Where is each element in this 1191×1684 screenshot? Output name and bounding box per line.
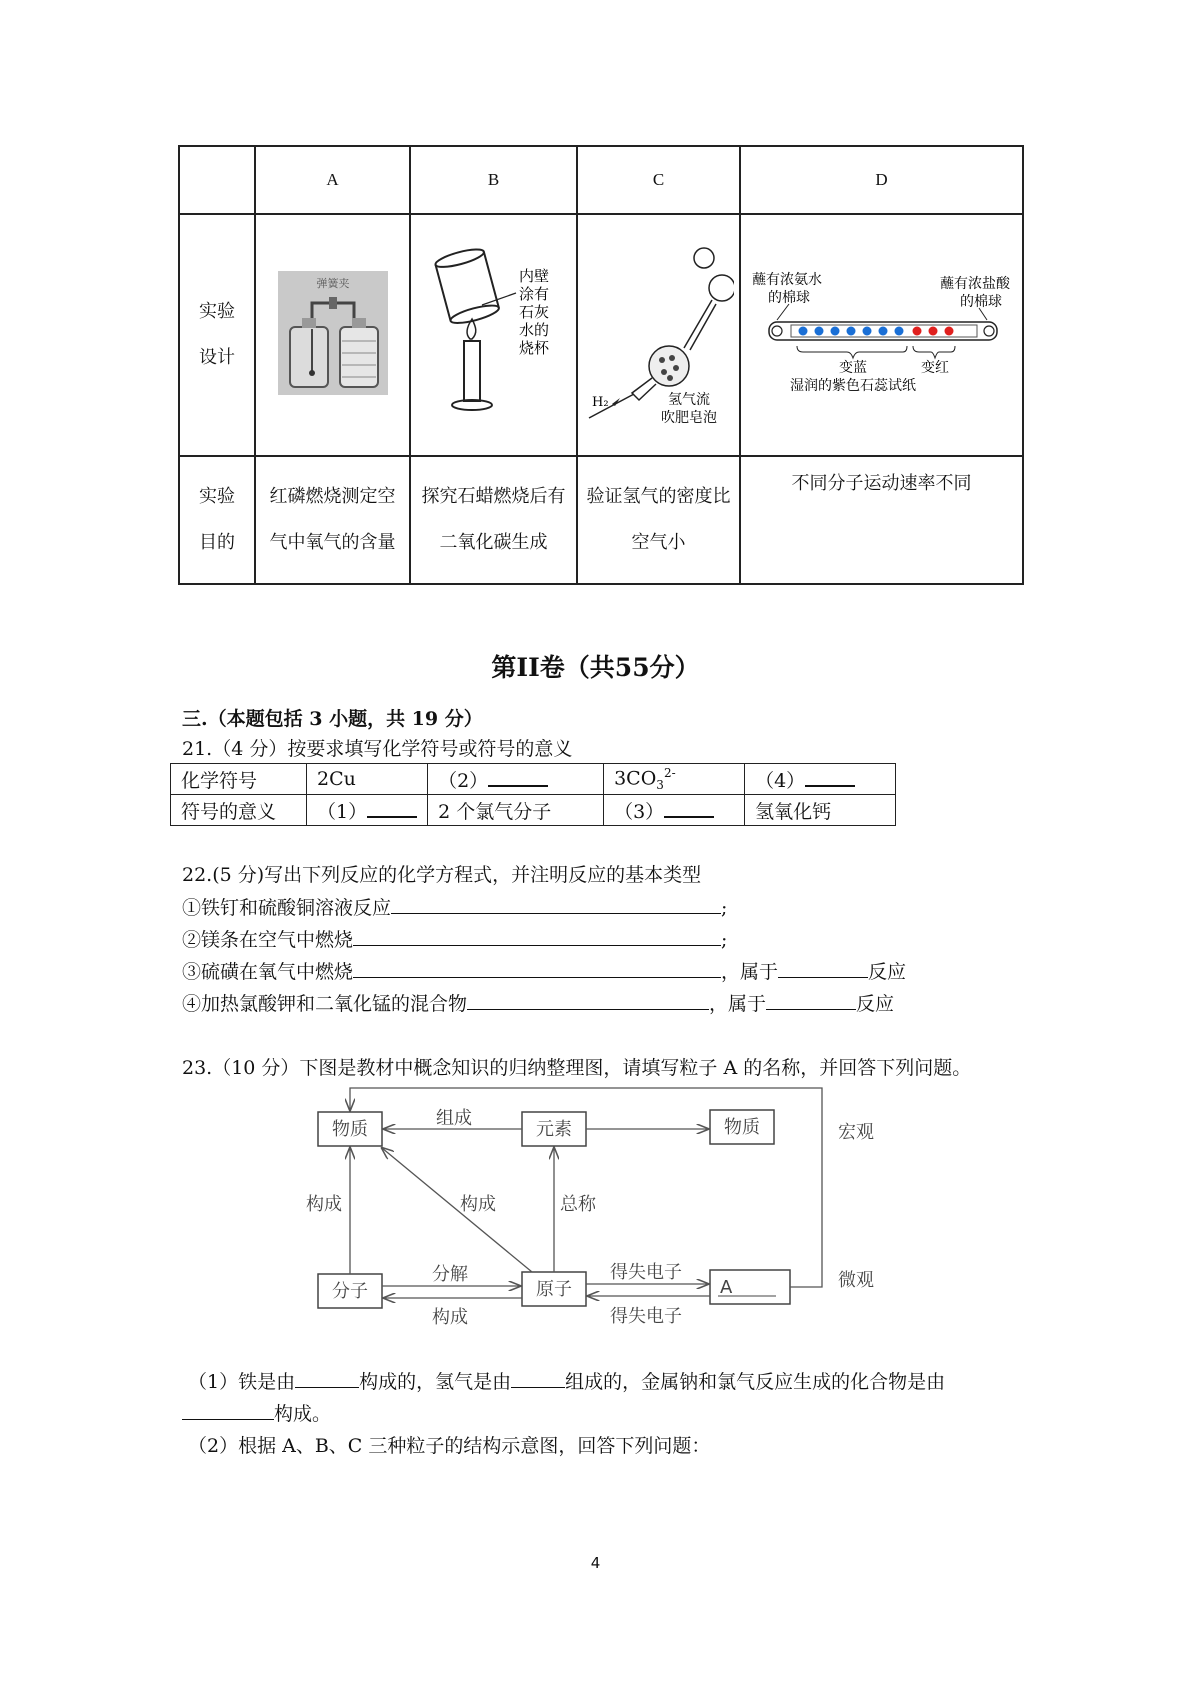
q23-sub1-line2 (182, 1399, 331, 1426)
hcl-label-2: 的棉球 (959, 294, 1002, 310)
q22-belongs-3: ，属于 (721, 961, 779, 983)
sym-r2c2 (307, 795, 428, 826)
row-label-design-line2: 设计 (199, 347, 235, 368)
q23-blank-iron[interactable] (295, 1369, 359, 1388)
goal-c (577, 456, 740, 584)
cell-b-image (410, 214, 577, 456)
q22-answer-line-2[interactable] (353, 927, 721, 946)
label-electron-top: 得失电子 (610, 1262, 682, 1283)
box-element: 元素 (536, 1119, 572, 1140)
q23-sub1-d: 构成。 (274, 1403, 332, 1425)
box-matter-1: 物质 (332, 1119, 368, 1140)
row-label-goal-line2: 目的 (199, 532, 235, 553)
label-micro: 微观 (838, 1270, 874, 1291)
cell-d-image (740, 214, 1023, 456)
q22-type-line-3[interactable] (778, 959, 868, 978)
beaker-label-3: 石灰 (518, 303, 549, 321)
box-particle-a: A (720, 1277, 733, 1298)
box-matter-2: 物质 (724, 1117, 760, 1138)
sym-r2c3: 2 个氯气分子 (428, 795, 604, 826)
turn-red-label: 变红 (920, 360, 949, 376)
goal-a (255, 456, 410, 584)
q22-type-line-4[interactable] (766, 991, 856, 1010)
section3-heading: 三.（本题包括 3 小题，共 19 分） (182, 708, 483, 730)
sym-r2c4-label: （3） (614, 800, 665, 823)
goal-d: 不同分子运动速率不同 (740, 456, 1023, 584)
q23-stem: 23.（10 分）下图是教材中概念知识的归纳整理图，请填写粒子 A 的名称，并回答下列问题。 (182, 1057, 972, 1079)
q22-answer-line-4[interactable] (467, 991, 709, 1010)
beaker-label-1: 内壁 (518, 267, 549, 285)
hydrogen-bubbles-image (584, 238, 734, 428)
label-macro: 宏观 (838, 1122, 874, 1143)
row-label-design-line1: 实验 (199, 301, 235, 322)
blank-4[interactable] (805, 767, 855, 787)
header-d: D (740, 146, 1023, 214)
header-a: A (255, 146, 410, 214)
q22-answer-line-1[interactable] (391, 895, 721, 914)
header-c: C (577, 146, 740, 214)
ammonia-label-2: 的棉球 (767, 290, 810, 306)
goal-b-line1: 探究石蜡燃烧后有 (421, 486, 566, 507)
molecule-speed-tube-image (747, 268, 1017, 398)
sym-r1c5 (745, 764, 896, 795)
red-dots (912, 327, 953, 336)
sym-r1c3 (428, 764, 604, 795)
symbol-table (170, 763, 896, 826)
q22-reaction-4: 反应 (856, 993, 895, 1015)
q23-blank-compound[interactable] (182, 1401, 274, 1420)
label-constitute-bottom: 构成 (432, 1307, 468, 1328)
q23-sub1-line1 (188, 1367, 945, 1394)
beaker-label-5: 烧杯 (518, 339, 549, 357)
sym-r1c5-label: （4） (755, 769, 806, 792)
q22-item-2 (182, 925, 727, 952)
goal-b-line2: 二氧化碳生成 (439, 532, 548, 553)
cell-c-image (577, 214, 740, 456)
red-phosphorus-apparatus-image (278, 271, 388, 395)
cell-a-image (255, 214, 410, 456)
q22-item-3-text: ③硫磺在氧气中燃烧 (182, 961, 354, 983)
q22-item-4 (182, 989, 894, 1016)
label-constitute-left: 构成 (306, 1194, 342, 1215)
q23-sub1-a: （1）铁是由 (188, 1371, 296, 1393)
candle-beaker-image (424, 243, 564, 423)
label-compose: 组成 (436, 1108, 472, 1129)
sym-r1c2: 2Cu (307, 764, 428, 795)
h2-label: H₂ (591, 395, 609, 410)
q22-item-1-text: ①铁钉和硫酸铜溶液反应 (182, 897, 392, 919)
q22-semicolon-2: ; (721, 929, 728, 951)
goal-c-line2: 空气小 (631, 532, 686, 553)
label-electron-bottom: 得失电子 (610, 1306, 682, 1327)
beaker-label-4: 水的 (518, 321, 549, 339)
sym-r1c4 (604, 764, 745, 795)
q22-answer-line-3[interactable] (353, 959, 721, 978)
q22-reaction-3: 反应 (868, 961, 907, 983)
q22-item-2-text: ②镁条在空气中燃烧 (182, 929, 354, 951)
hcl-label-1: 蘸有浓盐酸 (939, 276, 1010, 292)
hydrogen-flow-label: 氢气流 (667, 392, 710, 408)
sym-r1c1: 化学符号 (171, 764, 307, 795)
label-general-name: 总称 (560, 1194, 596, 1215)
q22-item-1 (182, 893, 727, 920)
goal-a-line2: 气中氧气的含量 (269, 532, 396, 553)
q22-item-4-text: ④加热氯酸钾和二氧化锰的混合物 (182, 993, 468, 1015)
soap-bubble-label: 吹肥皂泡 (660, 410, 717, 426)
box-molecule: 分子 (332, 1281, 368, 1302)
clamp-label: 弹簧夹 (316, 277, 349, 290)
goal-c-line1: 验证氢气的密度比 (586, 486, 731, 507)
row-label-goal (179, 456, 255, 584)
label-decompose: 分解 (432, 1264, 468, 1285)
blank-1[interactable] (367, 798, 417, 818)
litmus-paper-label: 湿润的紫色石蕊试纸 (789, 378, 916, 394)
goal-b (410, 456, 577, 584)
q22-semicolon-1: ; (721, 897, 728, 919)
label-constitute-diag: 构成 (460, 1194, 496, 1215)
goal-a-line1: 红磷燃烧测定空 (269, 486, 396, 507)
page-number: 4 (590, 1554, 601, 1572)
header-empty (179, 146, 255, 214)
experiment-table (178, 145, 1024, 585)
blank-2[interactable] (488, 767, 548, 787)
sym-r2c4 (604, 795, 745, 826)
part2-title: 第II卷（共55分） (491, 653, 700, 682)
q23-sub1-b: 构成的，氢气是由 (359, 1371, 512, 1393)
sym-r2c5: 氢氧化钙 (745, 795, 896, 826)
co3-formula: 3CO (614, 767, 657, 790)
row-label-design (179, 214, 255, 456)
sym-r1c3-label: （2） (438, 769, 489, 792)
q22-stem: 22.(5 分)写出下列反应的化学方程式，并注明反应的基本类型 (182, 864, 702, 886)
beaker-label-2: 涂有 (518, 285, 549, 303)
header-b: B (410, 146, 577, 214)
q23-blank-hydrogen[interactable] (511, 1369, 565, 1388)
co3-subscript: 3 (656, 778, 664, 793)
turn-blue-label: 变蓝 (838, 360, 867, 376)
q22-item-3 (182, 957, 906, 984)
box-atom: 原子 (536, 1279, 572, 1300)
ammonia-label-1: 蘸有浓氨水 (751, 272, 822, 288)
q21-stem: 21.（4 分）按要求填写化学符号或符号的意义 (182, 738, 573, 760)
blank-3[interactable] (664, 798, 714, 818)
row-label-goal-line1: 实验 (199, 486, 235, 507)
q23-sub2: （2）根据 A、B、C 三种粒子的结构示意图，回答下列问题： (188, 1435, 711, 1457)
concept-diagram (300, 1080, 900, 1340)
q23-sub1-c: 组成的，金属钠和氯气反应生成的化合物是由 (565, 1371, 946, 1393)
sym-r2c2-label: （1） (317, 800, 368, 823)
co3-superscript: 2- (663, 765, 676, 780)
sym-r2c1: 符号的意义 (171, 795, 307, 826)
q22-belongs-4: ，属于 (709, 993, 767, 1015)
